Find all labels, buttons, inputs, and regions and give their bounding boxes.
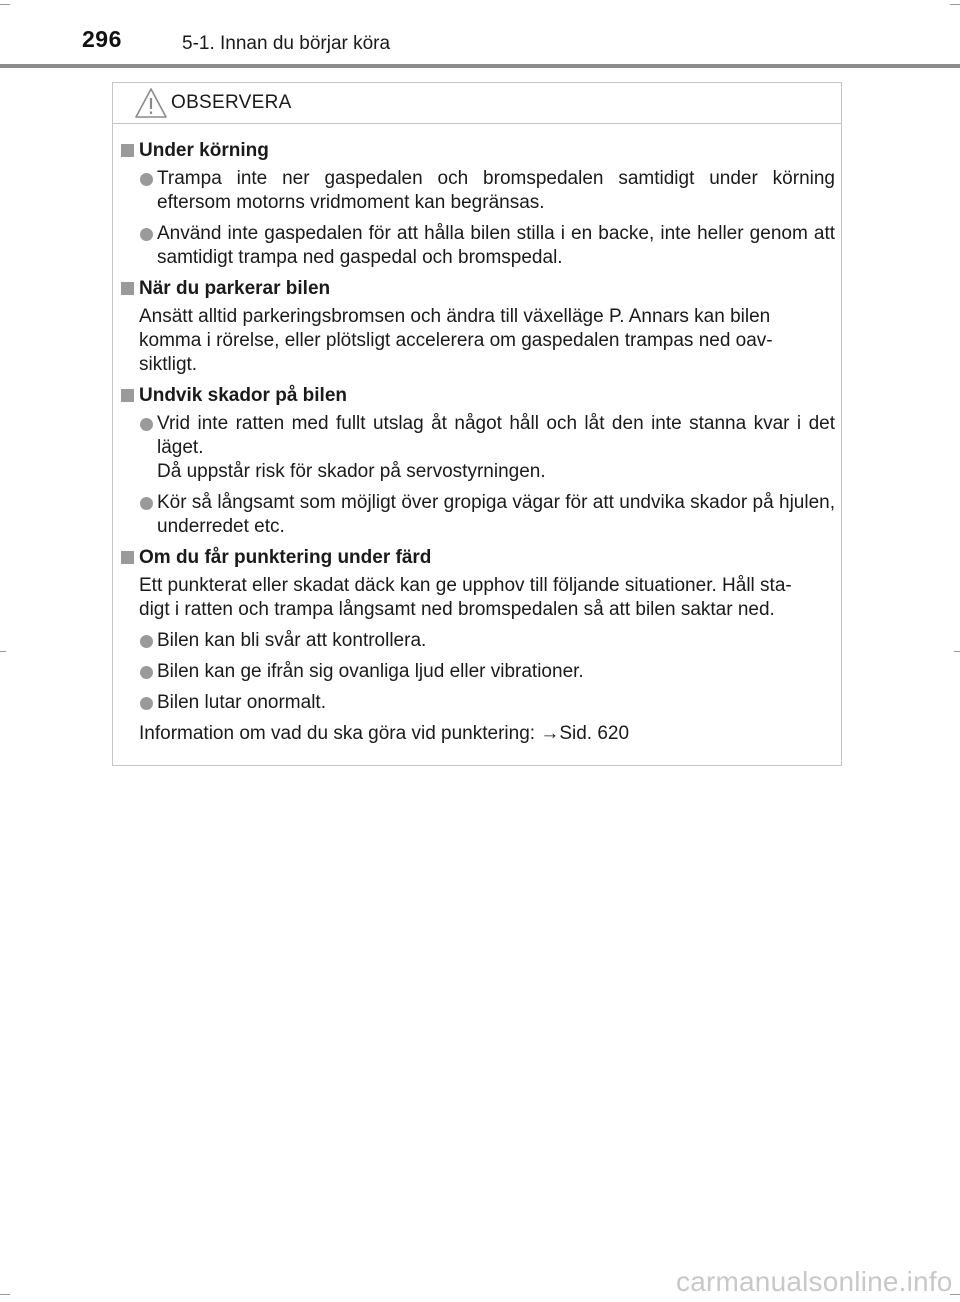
paragraph: Ett punkterat eller skadat däck kan ge upphov till följande situationer. Håll sta- digt i ratten och trampa långsamt ned bromspedalen så att bilen saktar ned.	[139, 575, 792, 620]
info-reference: Information om vad du ska göra vid punktering: →Sid. 620	[139, 723, 630, 744]
circle-bullet-icon	[140, 228, 153, 241]
list-item: Trampa inte ner gaspedalen och bromspedalen samtidigt under körning eftersom motorns vridmoment kan begränsas.	[121, 167, 835, 215]
square-bullet-icon	[121, 551, 134, 564]
caution-box	[112, 82, 842, 766]
list-item: Använd inte gaspedalen för att hålla bilen stilla i en backe, inte heller genom att samtidigt trampa ned gaspedal och bromspedal.	[121, 222, 835, 270]
warning-triangle-icon	[134, 87, 168, 119]
square-bullet-icon	[121, 389, 134, 402]
section-driving	[121, 139, 835, 270]
arrow-right-icon: →	[540, 723, 560, 744]
square-bullet-icon	[121, 282, 134, 295]
section-heading: När du parkerar bilen	[121, 277, 835, 301]
section-parking	[121, 277, 835, 377]
list-item: Vrid inte ratten med fullt utslag åt något håll och låt den inte stanna kvar i det läget. Då uppstår risk för skador på servostyrningen.	[121, 412, 835, 484]
list-item: Bilen kan bli svår att kontrollera.	[121, 629, 835, 653]
circle-bullet-icon	[140, 173, 153, 186]
section-title: 5-1. Innan du börjar köra	[182, 33, 391, 54]
watermark: carmanualsonline.info	[676, 1266, 953, 1297]
list-item: Kör så långsamt som möjligt över gropiga vägar för att undvika skador på hjulen, underredet etc.	[121, 491, 835, 539]
header-rule	[0, 64, 960, 68]
page-number: 296	[82, 26, 122, 52]
circle-bullet-icon	[140, 697, 153, 710]
crop-mark	[0, 651, 6, 652]
square-bullet-icon	[121, 144, 134, 157]
page-header	[0, 0, 960, 68]
circle-bullet-icon	[140, 497, 153, 510]
section-heading: Undvik skador på bilen	[121, 384, 835, 408]
crop-mark	[0, 1294, 10, 1295]
caution-title: OBSERVERA	[171, 92, 292, 113]
caution-header	[113, 83, 841, 124]
section-heading: Under körning	[121, 139, 835, 163]
circle-bullet-icon	[140, 418, 153, 431]
crop-mark	[954, 651, 960, 652]
circle-bullet-icon	[140, 635, 153, 648]
list-item: Bilen lutar onormalt.	[121, 691, 835, 715]
section-avoid-damage	[121, 384, 835, 539]
caution-body	[121, 139, 835, 753]
list-item: Bilen kan ge ifrån sig ovanliga ljud eller vibrationer.	[121, 660, 835, 684]
section-heading: Om du får punktering under färd	[121, 546, 835, 570]
page-reference-link[interactable]: Sid. 620	[559, 723, 630, 744]
paragraph: Ansätt alltid parkeringsbromsen och ändra till växelläge P. Annars kan bilen komma i rörelse, eller plötsligt accelerera om gaspedalen trampas ned oav- siktligt.	[139, 306, 773, 375]
circle-bullet-icon	[140, 666, 153, 679]
section-puncture	[121, 546, 835, 746]
